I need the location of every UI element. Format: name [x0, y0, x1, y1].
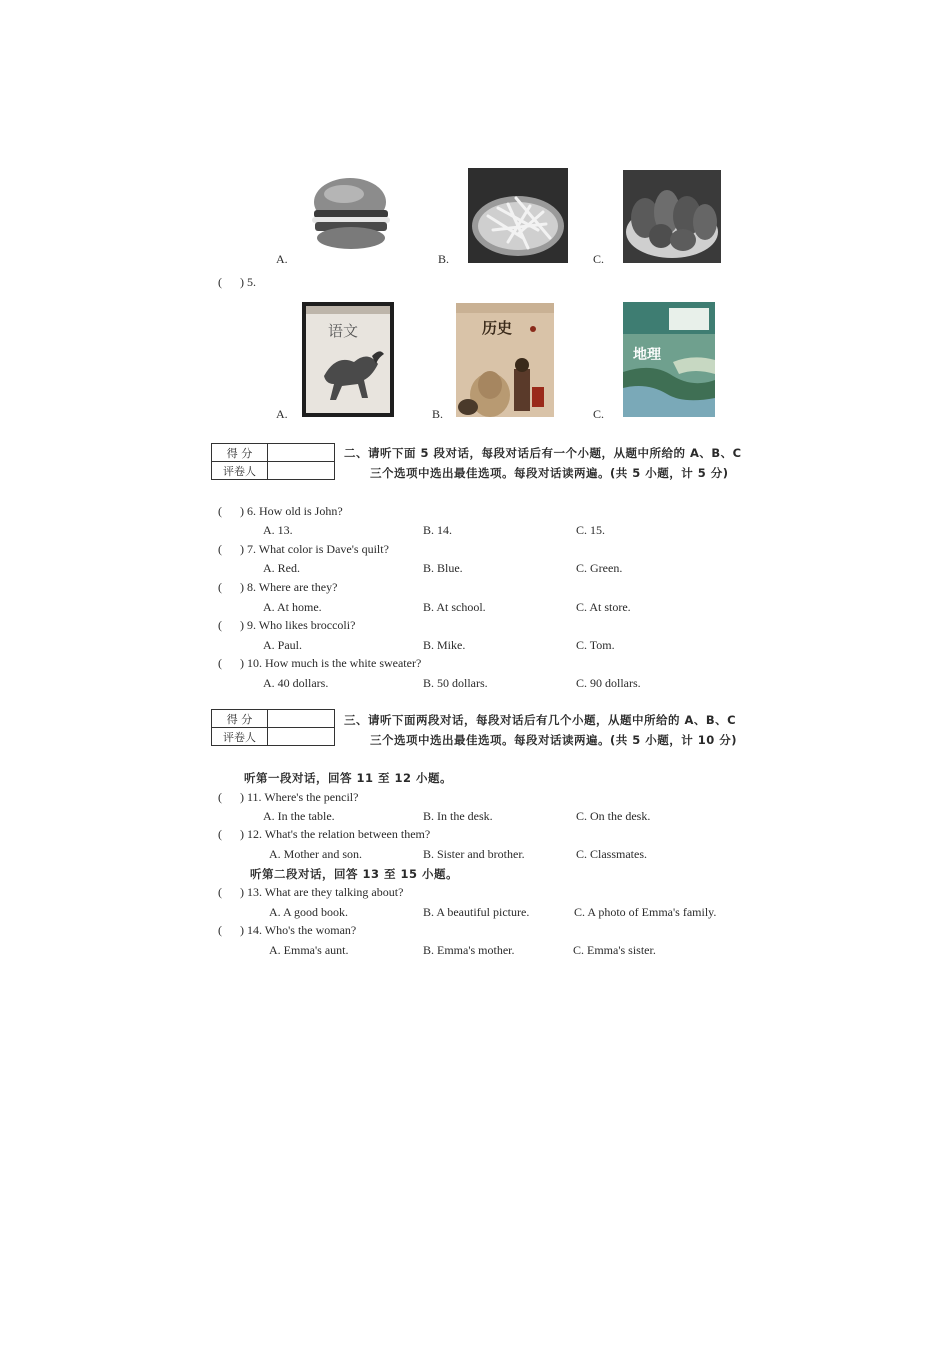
section2-score-box: [211, 443, 335, 480]
q13-answer-paren[interactable]: (: [218, 885, 222, 899]
q7-option-b: B. Blue.: [423, 561, 463, 575]
section2-score-label: 得 分: [212, 444, 268, 462]
q12-option-b: B. Sister and brother.: [423, 847, 525, 861]
q14-option-a: A. Emma's aunt.: [269, 943, 349, 957]
q10-option-b: B. 50 dollars.: [423, 676, 488, 690]
dialog2-heading: 听第二段对话，回答 13 至 15 小题。: [250, 867, 459, 881]
q6-option-b: B. 14.: [423, 523, 453, 537]
french-fries-image: [468, 168, 568, 263]
q6-answer-paren[interactable]: (: [218, 504, 222, 518]
q12-answer-paren[interactable]: (: [218, 827, 222, 841]
q8-option-b: B. At school.: [423, 600, 486, 614]
q12-option-c: C. Classmates.: [576, 847, 647, 861]
q4-option-b-label: B.: [438, 252, 450, 266]
q9-option-c: C. Tom.: [576, 638, 615, 652]
q6-text: ) 6. How old is John?: [240, 504, 343, 518]
q8-answer-paren[interactable]: (: [218, 580, 222, 594]
q7-option-c: C. Green.: [576, 561, 623, 575]
q8-text: ) 8. Where are they?: [240, 580, 338, 594]
section3-instruction-line2: 三个选项中选出最佳选项。每段对话读两遍。(共 5 小题，计 10 分): [370, 733, 738, 747]
history-textbook-image: [456, 303, 554, 417]
q9-answer-paren[interactable]: (: [218, 618, 222, 632]
q7-option-a: A. Red.: [263, 561, 300, 575]
q13-option-b: B. A beautiful picture.: [423, 905, 530, 919]
q5-answer-paren[interactable]: (: [218, 275, 222, 289]
section2-grader-field[interactable]: [268, 462, 335, 480]
q11-option-b: B. In the desk.: [423, 809, 493, 823]
fried-chicken-image: [623, 170, 721, 263]
q14-option-c: C. Emma's sister.: [573, 943, 656, 957]
q6-option-c: C. 15.: [576, 523, 606, 537]
chinese-book-title: 语文: [328, 322, 359, 340]
q4-option-a-label: A.: [276, 252, 288, 266]
q5-option-b-label: B.: [432, 407, 444, 421]
section3-score-label: 得 分: [212, 710, 268, 728]
section2-instruction-line1: 二、请听下面 5 段对话，每段对话后有一个小题，从题中所给的 A、B、C: [344, 446, 742, 460]
history-book-title: 历史: [482, 319, 513, 337]
q10-option-c: C. 90 dollars.: [576, 676, 641, 690]
q13-option-a: A. A good book.: [269, 905, 349, 919]
q12-text: ) 12. What's the relation between them?: [240, 827, 431, 841]
q9-option-b: B. Mike.: [423, 638, 466, 652]
q5-number: ) 5.: [240, 275, 256, 289]
q10-answer-paren[interactable]: (: [218, 656, 222, 670]
q7-text: ) 7. What color is Dave's quilt?: [240, 542, 389, 556]
chinese-textbook-image: [302, 302, 394, 417]
dialog1-heading: 听第一段对话，回答 11 至 12 小题。: [244, 771, 453, 785]
q7-answer-paren[interactable]: (: [218, 542, 222, 556]
q11-option-c: C. On the desk.: [576, 809, 651, 823]
section2-instruction-line2: 三个选项中选出最佳选项。每段对话读两遍。(共 5 小题，计 5 分): [370, 466, 729, 480]
q5-option-a-label: A.: [276, 407, 288, 421]
section3-score-box: [211, 709, 335, 746]
section3-grader-field[interactable]: [268, 728, 335, 746]
q10-text: ) 10. How much is the white sweater?: [240, 656, 422, 670]
q6-option-a: A. 13.: [263, 523, 293, 537]
q10-option-a: A. 40 dollars.: [263, 676, 329, 690]
q8-option-a: A. At home.: [263, 600, 322, 614]
q9-text: ) 9. Who likes broccoli?: [240, 618, 356, 632]
q14-option-b: B. Emma's mother.: [423, 943, 515, 957]
q8-option-c: C. At store.: [576, 600, 631, 614]
geography-textbook-image: [623, 302, 715, 417]
section2-score-field[interactable]: [268, 444, 335, 462]
hamburger-image: [304, 172, 399, 262]
q13-option-c: C. A photo of Emma's family.: [574, 905, 717, 919]
q11-text: ) 11. Where's the pencil?: [240, 790, 359, 804]
q9-option-a: A. Paul.: [263, 638, 302, 652]
q11-option-a: A. In the table.: [263, 809, 335, 823]
section3-score-field[interactable]: [268, 710, 335, 728]
q11-answer-paren[interactable]: (: [218, 790, 222, 804]
section2-grader-label: 评卷人: [212, 462, 268, 480]
q12-option-a: A. Mother and son.: [269, 847, 362, 861]
q4-option-c-label: C.: [593, 252, 605, 266]
q5-option-c-label: C.: [593, 407, 605, 421]
q14-text: ) 14. Who's the woman?: [240, 923, 357, 937]
q13-text: ) 13. What are they talking about?: [240, 885, 404, 899]
section3-grader-label: 评卷人: [212, 728, 268, 746]
geography-book-title: 地理: [633, 347, 661, 363]
section3-instruction-line1: 三、请听下面两段对话，每段对话后有几个小题，从题中所给的 A、B、C: [344, 713, 737, 727]
q14-answer-paren[interactable]: (: [218, 923, 222, 937]
